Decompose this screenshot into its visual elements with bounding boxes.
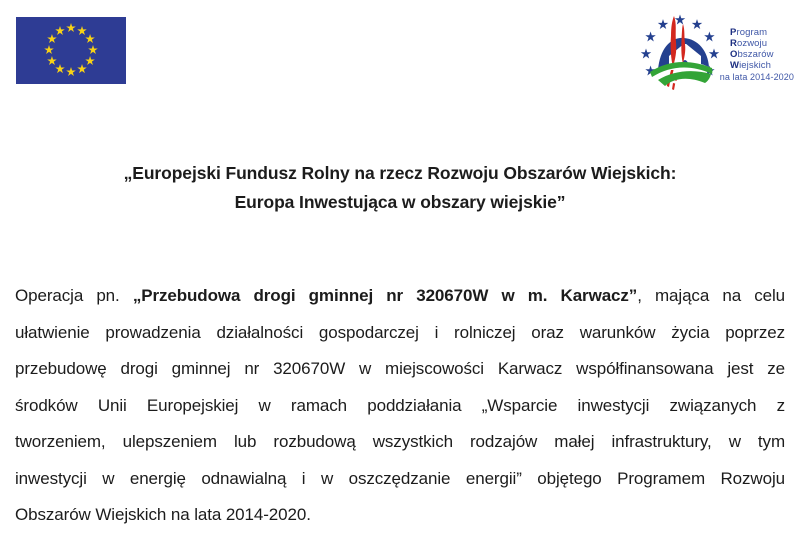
prow-logo-text	[730, 27, 796, 71]
document-title-line2: Europa Inwestująca w obszary wiejskie”	[234, 192, 566, 212]
paragraph-line-7: Obszarów Wiejskich na lata 2014-2020.	[15, 505, 311, 524]
prow-logo-tagline: na lata 2014-2020	[719, 72, 794, 82]
prow-text-line	[730, 27, 796, 38]
prow-text-initial: O	[730, 49, 738, 60]
body-paragraph	[15, 278, 785, 534]
paragraph-line-2: ułatwienie prowadzenia działalności gospodarczej i rolniczej oraz warunków życia poprzez	[15, 322, 785, 342]
prow-text-rest: rogram	[736, 27, 768, 38]
prow-text-line	[730, 49, 796, 60]
paragraph-line-5: tworzeniem, ulepszeniem lub rozbudową wszystkich rodzajów małej infrastruktury, w tym	[15, 432, 785, 451]
prow-text-rest: iejskich	[739, 60, 772, 71]
prow-text-line	[730, 38, 796, 49]
paragraph-line-3: przebudowę drogi gminnej nr 320670W w miejscowości Karwacz współfinansowana jest ze	[15, 359, 785, 378]
document-title-line1: „Europejski Fundusz Rolny na rzecz Rozwoju Obszarów Wiejskich:	[123, 163, 677, 183]
paragraph-line-4: środków Unii Europejskiej w ramach poddziałania „Wsparcie inwestycji związanych z	[15, 395, 785, 415]
paragraph-line-1	[15, 278, 785, 315]
prow-text-initial: R	[730, 38, 737, 49]
prow-text-rest: bszarów	[737, 49, 774, 60]
prow-logo	[636, 8, 798, 102]
eu-flag-image	[16, 17, 126, 84]
prow-text-rest: ozwoju	[736, 38, 768, 49]
prow-text-initial: W	[730, 60, 740, 71]
paragraph-text: , mająca na celu	[637, 286, 785, 305]
paragraph-line-6: inwestycji w energię odnawialną i w oszczędzanie energii” objętego Programem Rozwoju	[15, 468, 785, 488]
prow-text-line	[730, 60, 796, 71]
prow-text-initial: P	[730, 27, 737, 38]
paragraph-text: Operacja pn.	[15, 286, 133, 305]
document-title	[0, 159, 800, 217]
operation-name-bold: „Przebudowa drogi gminnej nr 320670W w m. Karwacz”	[132, 286, 638, 305]
